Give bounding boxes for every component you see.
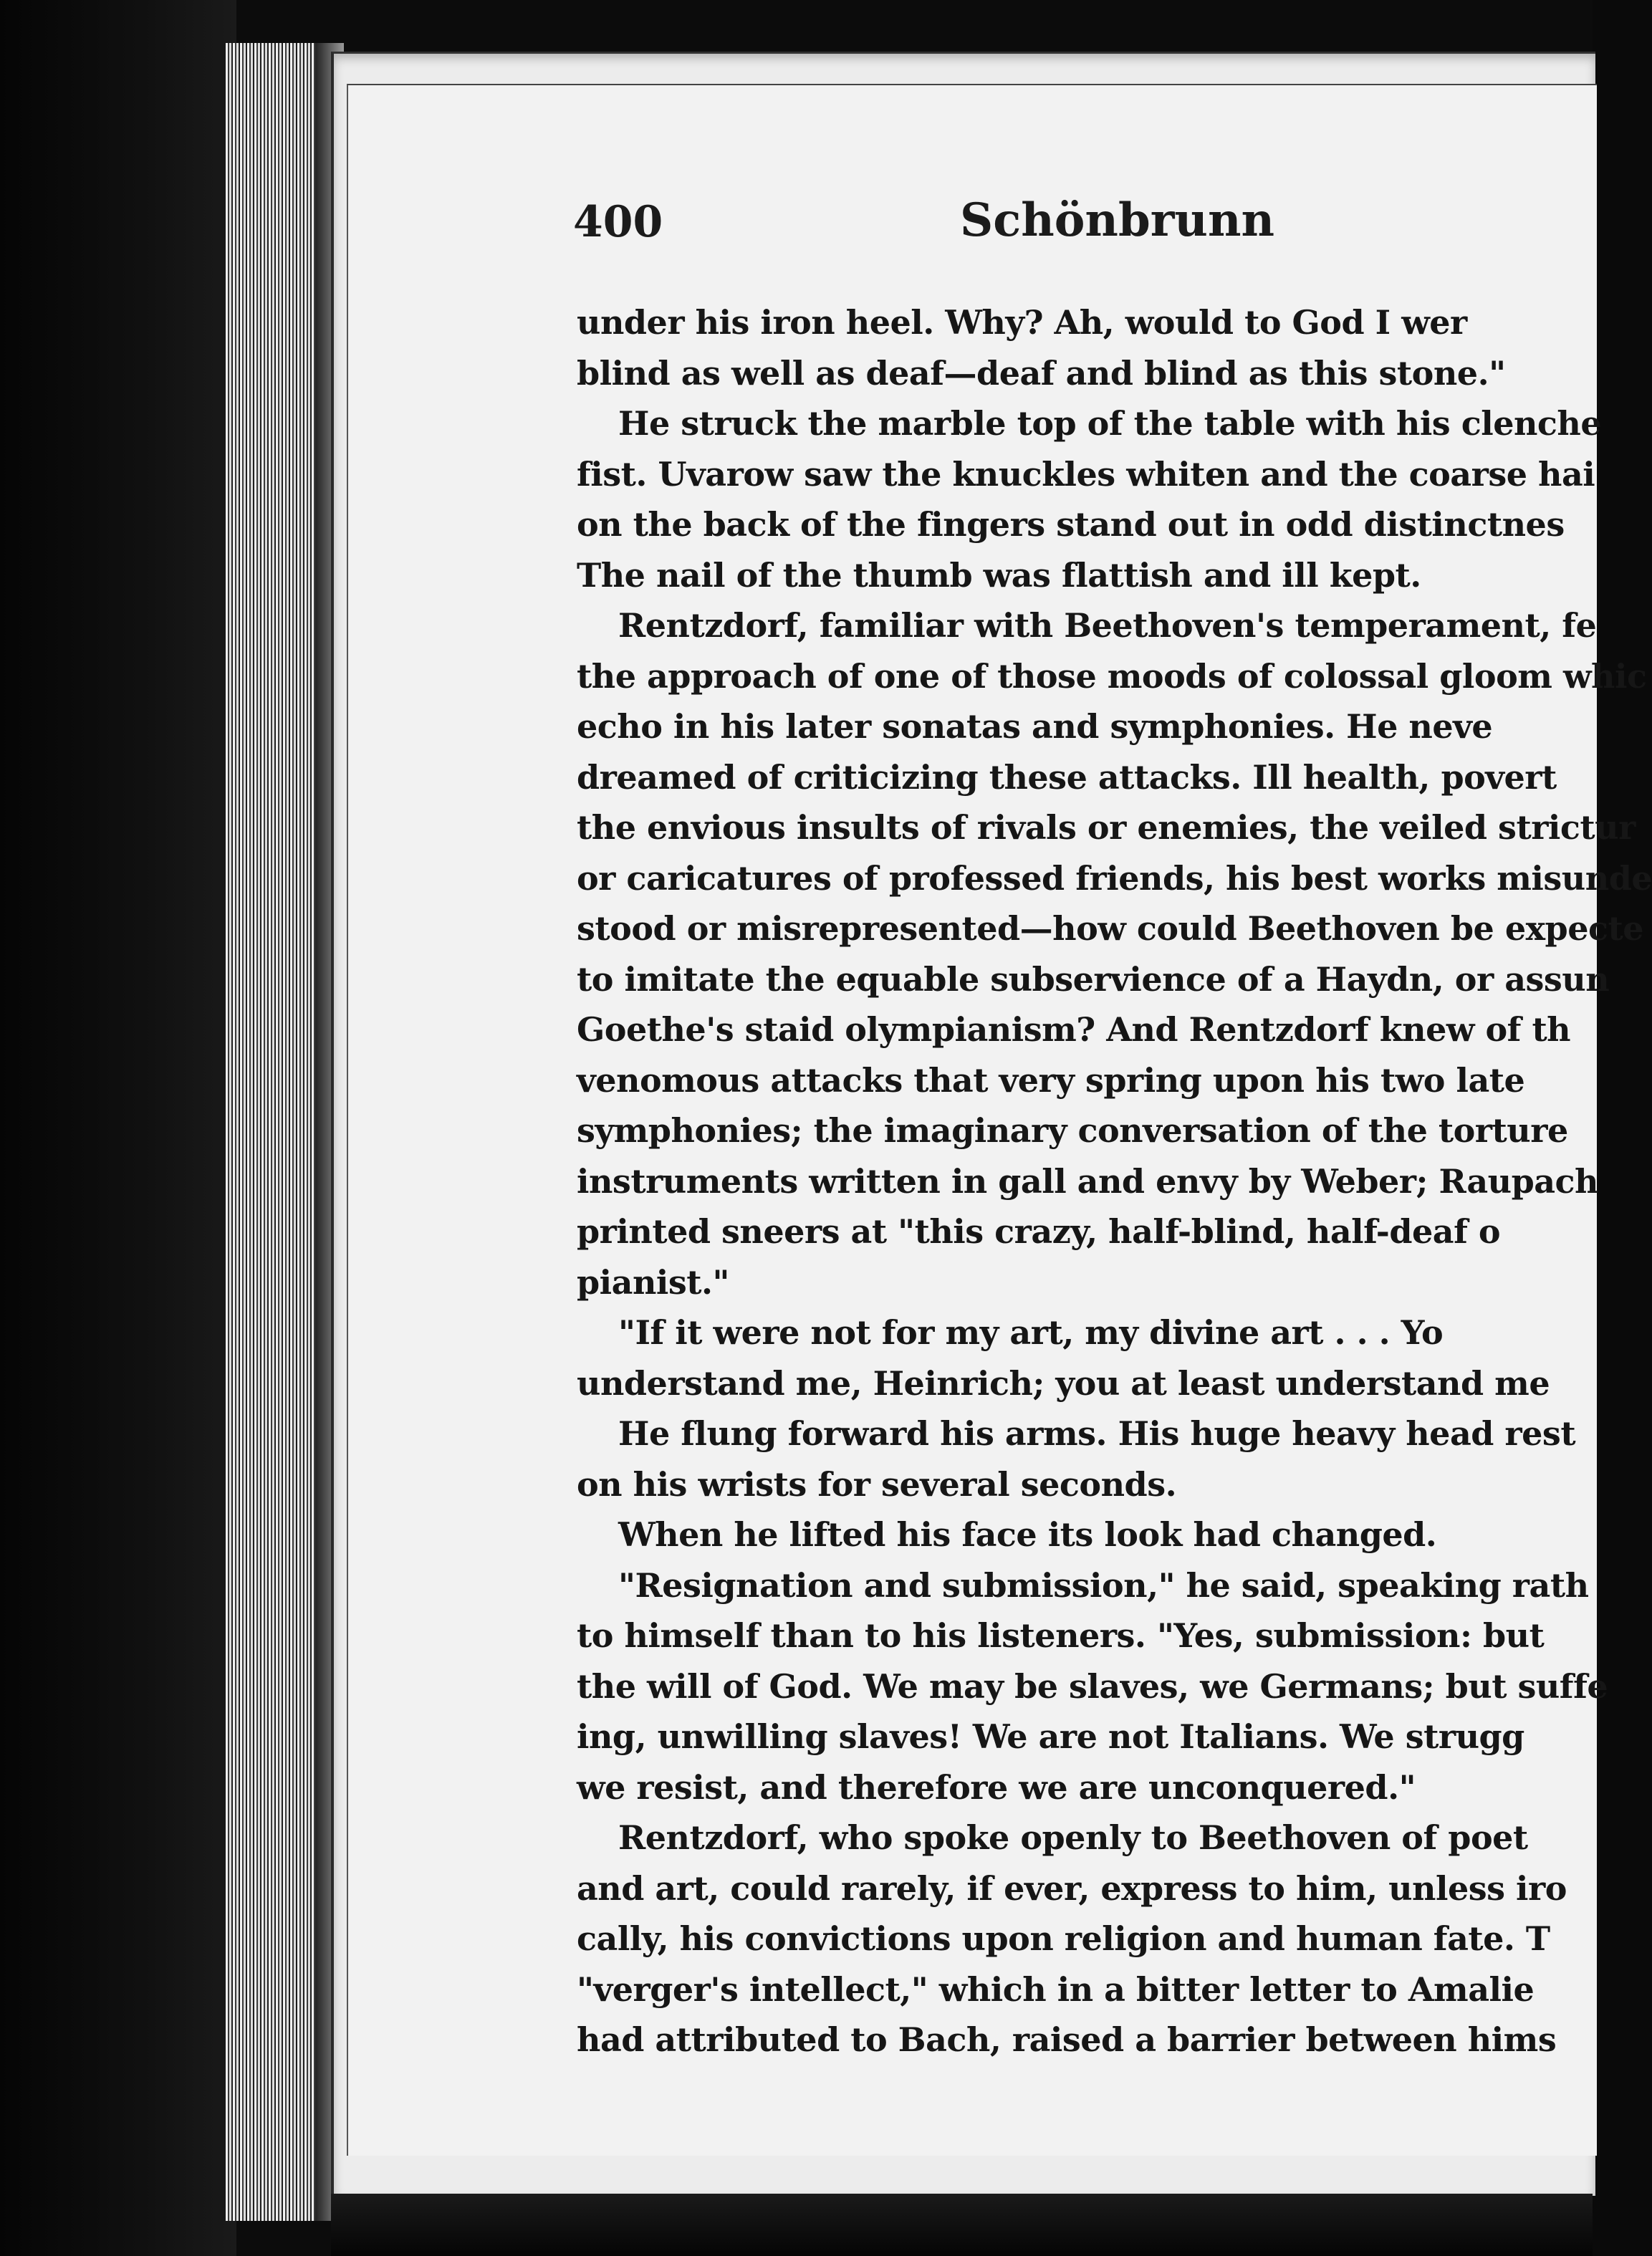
text-line: the envious insults of rivals or enemies, the veiled strictur: [577, 808, 1636, 847]
text-line: "verger's intellect," which in a bitter letter to Amalie: [577, 1969, 1535, 2009]
scanner-background: [0, 0, 236, 2256]
text-line: dreamed of criticizing these attacks. Ill health, povert: [577, 757, 1557, 797]
text-line: The nail of the thumb was flattish and ill kept.: [577, 555, 1421, 595]
running-head: Schönbrunn: [960, 193, 1274, 247]
text-line: He flung forward his arms. His huge heavy head rest: [618, 1414, 1576, 1453]
text-line: printed sneers at "this crazy, half-blind, half-deaf o: [577, 1212, 1501, 1251]
text-line: on his wrists for several seconds.: [577, 1464, 1177, 1504]
text-line: had attributed to Bach, raised a barrier between hims: [577, 2020, 1557, 2059]
text-line: symphonies; the imaginary conversation of the torture: [577, 1111, 1568, 1150]
text-line: to imitate the equable subservience of a Haydn, or assun: [577, 959, 1610, 999]
text-line: the approach of one of those moods of colossal gloom whic: [577, 656, 1647, 696]
text-line: Rentzdorf, familiar with Beethoven's temperament, fe: [618, 606, 1597, 645]
text-line: blind as well as deaf—deaf and blind as this stone.": [577, 353, 1506, 393]
text-line: cally, his convictions upon religion and human fate. T: [577, 1919, 1550, 1958]
text-line: He struck the marble top of the table with his clenche: [618, 404, 1602, 443]
text-line: fist. Uvarow saw the knuckles whiten and the coarse hai: [577, 454, 1595, 494]
text-line: "If it were not for my art, my divine art . . . Yo: [618, 1313, 1444, 1352]
text-line: ing, unwilling slaves! We are not Italians. We strugg: [577, 1717, 1524, 1756]
text-line: pianist.": [577, 1262, 729, 1302]
text-line: on the back of the fingers stand out in odd distinctnes: [577, 505, 1565, 544]
text-line: Rentzdorf, who spoke openly to Beethoven of poet: [618, 1818, 1528, 1857]
text-line: instruments written in gall and envy by Weber; Raupach: [577, 1161, 1598, 1201]
text-line: under his iron heel. Why? Ah, would to God I wer: [577, 303, 1467, 342]
text-line: Goethe's staid olympianism? And Rentzdorf knew of th: [577, 1010, 1571, 1049]
text-line: and art, could rarely, if ever, express to him, unless iro: [577, 1868, 1567, 1908]
text-line: venomous attacks that very spring upon his two late: [577, 1060, 1525, 1100]
scanner-bottom-shadow: [331, 2194, 1593, 2256]
text-line: When he lifted his face its look had changed.: [618, 1515, 1437, 1554]
text-line: echo in his later sonatas and symphonies. He neve: [577, 707, 1493, 746]
text-line: understand me, Heinrich; you at least understand me: [577, 1363, 1550, 1403]
text-line: or caricatures of professed friends, his best works misunde: [577, 858, 1652, 898]
text-line: we resist, and therefore we are unconquered.": [577, 1767, 1416, 1807]
text-line: stood or misrepresented—how could Beethoven be expecte: [577, 909, 1643, 948]
body-text: [577, 297, 1652, 2059]
text-line: the will of God. We may be slaves, we Germans; but suffe: [577, 1666, 1608, 1706]
page-number: 400: [573, 197, 663, 247]
text-line: to himself than to his listeners. "Yes, submission: but: [577, 1616, 1545, 1655]
text-line: "Resignation and submission," he said, speaking rath: [618, 1565, 1589, 1605]
